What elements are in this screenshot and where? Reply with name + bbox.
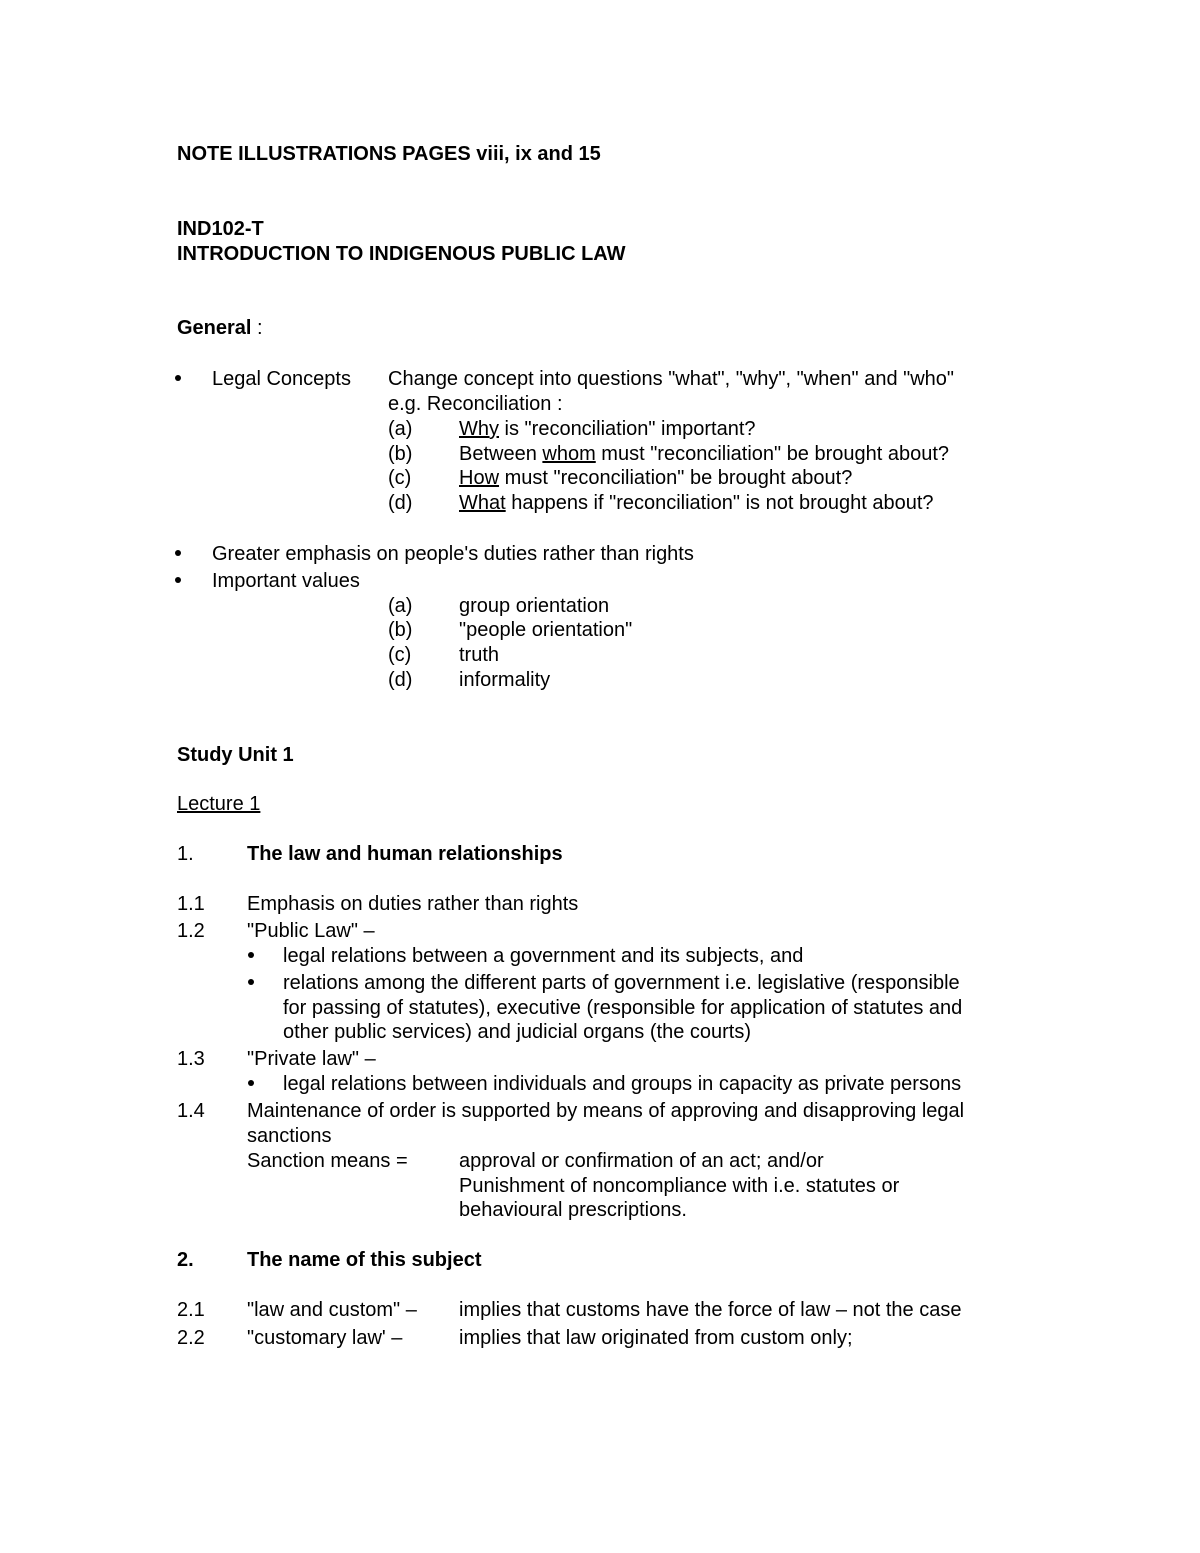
sanction-definition-continued: Punishment of noncompliance with i.e. statutes or: [459, 1175, 900, 1197]
question-keyword: Why: [459, 418, 499, 440]
question-text: is "reconciliation" important?: [499, 418, 756, 440]
sanction-definition: approval or confirmation of an act; and/or: [459, 1150, 824, 1172]
question-keyword: What: [459, 492, 506, 514]
course-title: INTRODUCTION TO INDIGENOUS PUBLIC LAW: [177, 243, 626, 265]
section-title: The name of this subject: [247, 1249, 482, 1271]
value-text: group orientation: [459, 595, 610, 617]
bullet-text-continued: for passing of statutes), executive (responsible for application of statutes and: [283, 997, 963, 1019]
bullet-icon: [248, 1080, 254, 1086]
reconciliation-example: e.g. Reconciliation :: [388, 393, 563, 415]
item-text: Maintenance of order is supported by means of approving and disapproving legal: [247, 1100, 965, 1122]
bullet-icon: [175, 577, 181, 583]
bullet-icon: [248, 979, 254, 985]
question-letter: (d): [388, 492, 413, 514]
general-heading: General: [177, 317, 252, 339]
item-term: "law and custom" –: [247, 1299, 417, 1321]
question-text: happens if "reconciliation" is not brought about?: [505, 492, 934, 514]
item-text-continued: sanctions: [247, 1125, 332, 1147]
value-letter: (a): [388, 595, 413, 617]
important-values-label: Important values: [212, 570, 360, 592]
value-text: "people orientation": [459, 619, 633, 641]
item-text: Emphasis on duties rather than rights: [247, 893, 579, 915]
value-letter: (d): [388, 669, 413, 691]
bullet-text: relations among the different parts of government i.e. legislative (responsible: [283, 972, 960, 994]
item-number: 1.4: [177, 1100, 205, 1122]
item-number: 1.1: [177, 893, 205, 915]
bullet-icon: [175, 375, 181, 381]
question-letter: (a): [388, 418, 413, 440]
legal-concepts-text: Change concept into questions "what", "why", "when" and "who": [388, 368, 955, 390]
item-text: "Private law" –: [247, 1048, 376, 1070]
item-number: 1.2: [177, 920, 205, 942]
question-item: [459, 417, 756, 441]
question-prefix: Between: [459, 443, 543, 465]
note-heading: NOTE ILLUSTRATIONS PAGES viii, ix and 15: [177, 143, 601, 165]
section-number: 1.: [177, 843, 194, 865]
bullet-icon: [175, 550, 181, 556]
question-text: must "reconciliation" be brought about?: [499, 467, 853, 489]
course-code: IND102-T: [177, 218, 264, 240]
section-title: The law and human relationships: [247, 843, 563, 865]
question-letter: (b): [388, 443, 413, 465]
bullet-text: legal relations between a government and its subjects, and: [283, 945, 804, 967]
item-text: implies that customs have the force of law – not the case: [459, 1299, 962, 1321]
value-text: informality: [459, 669, 551, 691]
general-colon: :: [251, 317, 263, 339]
question-keyword: whom: [542, 443, 596, 465]
item-text: "Public Law" –: [247, 920, 375, 942]
value-letter: (c): [388, 644, 412, 666]
emphasis-text: Greater emphasis on people's duties rather than rights: [212, 543, 694, 565]
question-text: must "reconciliation" be brought about?: [595, 443, 950, 465]
question-item: [459, 442, 949, 466]
sanction-label: Sanction means =: [247, 1150, 408, 1172]
lecture-heading: Lecture 1: [177, 793, 261, 815]
legal-concepts-label: Legal Concepts: [212, 368, 351, 390]
bullet-icon: [248, 952, 254, 958]
value-letter: (b): [388, 619, 413, 641]
study-unit-heading: Study Unit 1: [177, 744, 294, 766]
question-keyword: How: [459, 467, 500, 489]
item-number: 2.1: [177, 1299, 205, 1321]
item-text: implies that law originated from custom only;: [459, 1327, 853, 1349]
question-letter: (c): [388, 467, 412, 489]
item-number: 2.2: [177, 1327, 205, 1349]
item-number: 1.3: [177, 1048, 205, 1070]
question-item: [459, 491, 934, 515]
bullet-text-continued: other public services) and judicial organs (the courts): [283, 1021, 751, 1043]
bullet-text: legal relations between individuals and groups in capacity as private persons: [283, 1073, 962, 1095]
item-term: "customary law' –: [247, 1327, 403, 1349]
sanction-definition-continued: behavioural prescriptions.: [459, 1199, 687, 1221]
question-item: [459, 466, 852, 490]
general-heading-line: [177, 316, 263, 340]
section-number: 2.: [177, 1249, 194, 1271]
value-text: truth: [459, 644, 500, 666]
